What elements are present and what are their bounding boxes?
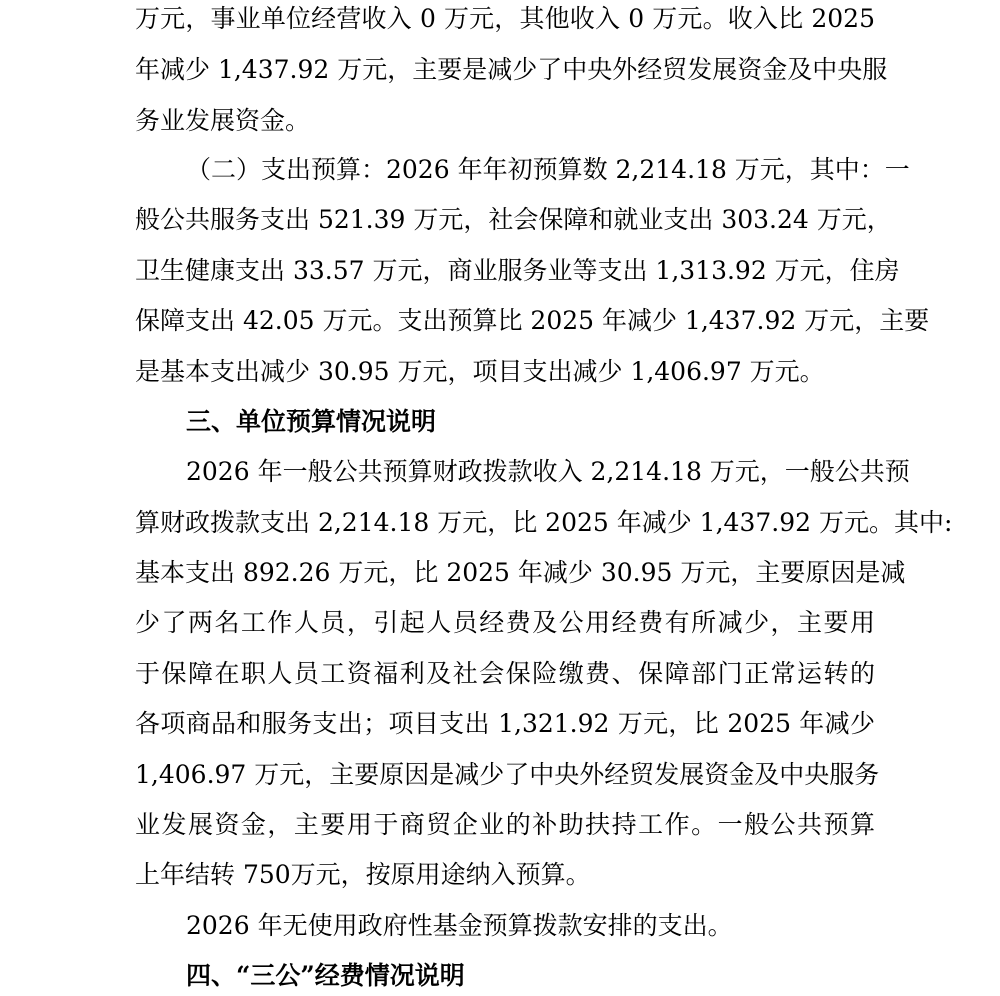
text-line-17: 业发展资金，主要用于商贸企业的补助扶持工作。一般公共预算 bbox=[135, 810, 875, 839]
section-expenditure-budget-line-1: （二）支出预算：2026 年年初预算数 2,214.18 万元，其中：一 bbox=[186, 155, 910, 184]
text-line-3: 务业发展资金。 bbox=[135, 106, 311, 135]
text-line-2: 年减少 1,437.92 万元，主要是减少了中央外经贸发展资金及中央服 bbox=[135, 55, 888, 84]
text-line-13: 少了两名工作人员，引起人员经费及公用经费有所减少，主要用 bbox=[135, 608, 875, 637]
text-line-5: 般公共服务支出 521.39 万元，社会保障和就业支出 303.24 万元， bbox=[135, 205, 892, 234]
text-line-18: 上年结转 750万元，按原用途纳入预算。 bbox=[135, 860, 591, 889]
paragraph-line-1: 2026 年一般公共预算财政拨款收入 2,214.18 万元，一般公共预 bbox=[186, 457, 910, 486]
text-line-15: 各项商品和服务支出；项目支出 1,321.92 万元，比 2025 年减少 bbox=[135, 709, 875, 738]
section-heading-4: 四、“三公”经费情况说明 bbox=[186, 961, 465, 990]
paragraph-line-2: 2026 年无使用政府性基金预算拨款安排的支出。 bbox=[186, 911, 733, 940]
text-line-11: 算财政拨款支出 2,214.18 万元，比 2025 年减少 1,437.92 万元。其中: bbox=[135, 508, 953, 537]
text-line-14: 于保障在职人员工资福利及社会保险缴费、保障部门正常运转的 bbox=[135, 659, 875, 688]
text-line-16: 1,406.97 万元，主要原因是减少了中央外经贸发展资金及中央服务 bbox=[135, 760, 880, 789]
text-line-6: 卫生健康支出 33.57 万元，商业服务业等支出 1,313.92 万元，住房 bbox=[135, 256, 900, 285]
text-line-8: 是基本支出减少 30.95 万元，项目支出减少 1,406.97 万元。 bbox=[135, 357, 825, 386]
text-line-7: 保障支出 42.05 万元。支出预算比 2025 年减少 1,437.92 万元，主要 bbox=[135, 306, 930, 335]
text-line-12: 基本支出 892.26 万元，比 2025 年减少 30.95 万元，主要原因是减 bbox=[135, 558, 906, 587]
text-line-1: 万元，事业单位经营收入 0 万元，其他收入 0 万元。收入比 2025 bbox=[135, 4, 875, 33]
section-heading-3: 三、单位预算情况说明 bbox=[186, 407, 437, 436]
